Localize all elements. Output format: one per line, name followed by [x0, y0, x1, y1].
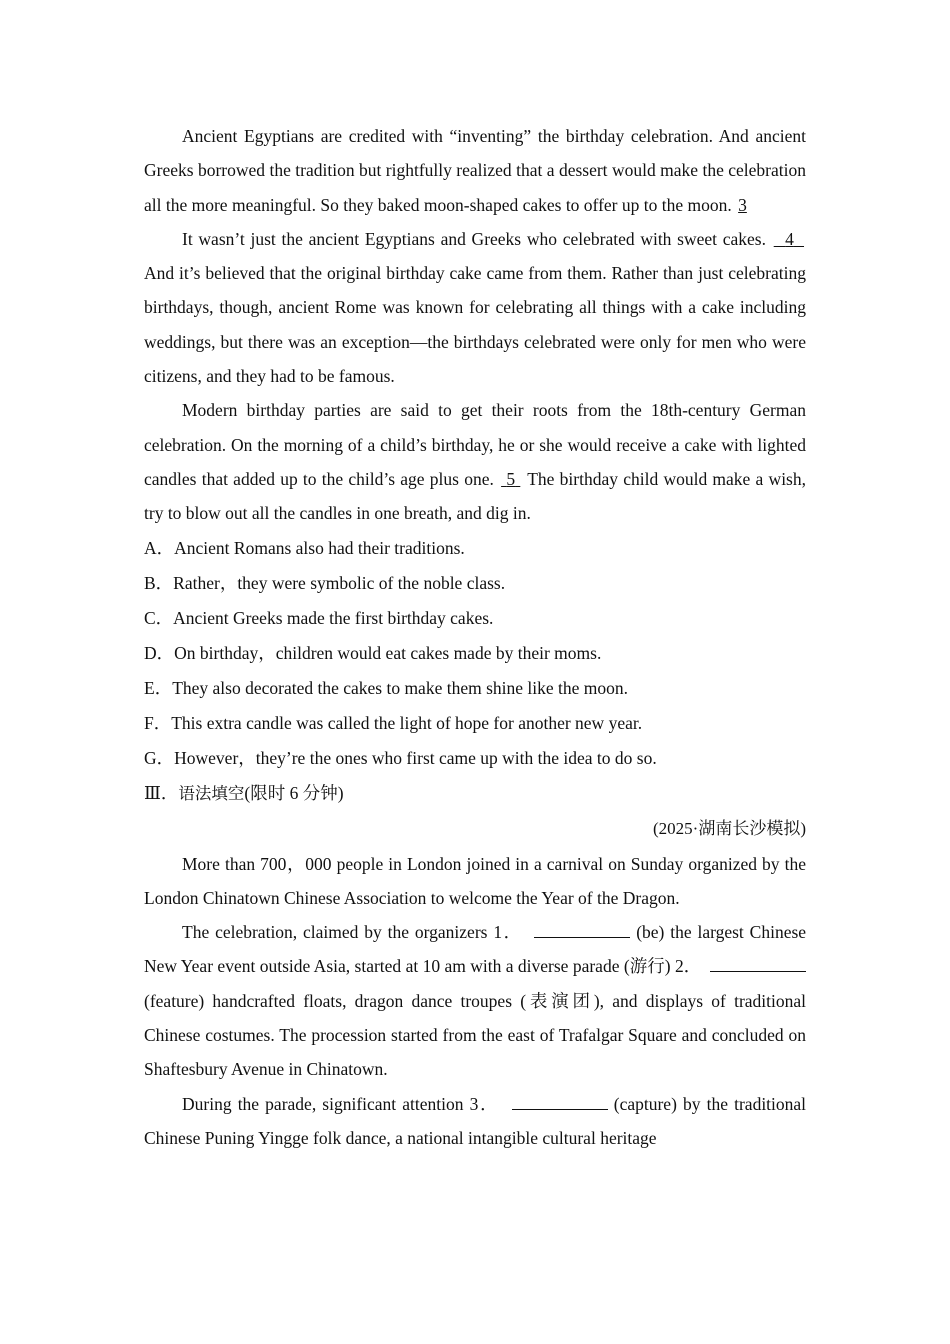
paragraph-text: It wasn’t just the ancient Egyptians and Greeks who celebrated with sweet cakes.: [182, 228, 766, 249]
question-number-3: 3．: [469, 1093, 500, 1114]
question-number-1: 1．: [493, 922, 523, 943]
paragraph-text: The birthday child would make a wish, try to blow out all the candles in one breath, and dig in.: [144, 468, 806, 524]
blank-5[interactable]: 5: [506, 468, 516, 489]
answer-options: [144, 531, 806, 776]
section-title: 语法填空: [178, 783, 245, 803]
reading-paragraph-3: [144, 393, 806, 530]
grammar-paragraph-1: More than 700，000 people in London joined in a carnival on Sunday organized by the London Chinatown Chinese Association to welcome the Year of the Dragon.: [144, 853, 806, 908]
document-body: [144, 119, 806, 1155]
option-a: A．Ancient Romans also had their traditions.: [144, 537, 465, 558]
fill-blank-3[interactable]: [512, 1091, 608, 1110]
blank-3[interactable]: 3: [738, 194, 747, 215]
section-heading: [144, 776, 806, 811]
paragraph-text: Ancient Egyptians are credited with “inventing” the birthday celebration. And ancient Greeks borrowed the tradition but rightfully realized that a dessert would make the celebration all the more meaningful. So they baked moon-shaped cakes to offer up to the moon.: [144, 126, 806, 215]
grammar-paragraph-2: The celebration, claimed by the organizers 1． (be) the largest Chinese New Year event outside Asia, started at 10 am with a diverse parade (游行) 2． (feature) handcrafted floats, dragon dance troupes (表演团), and displays of traditional Chinese costumes. The procession started from the east of Trafalgar Square and concluded on Shaftesbury Avenue in Chinatown.: [144, 915, 806, 1086]
grammar-paragraph-3: During the parade, significant attention 3． (capture) by the traditional Chinese Puning Yingge folk dance, a national intangible cultural heritage: [144, 1087, 806, 1156]
option-f: F．This extra candle was called the light of hope for another new year.: [144, 712, 643, 733]
option-e: E．They also decorated the cakes to make them shine like the moon.: [144, 677, 629, 698]
question-number-2: 2．: [674, 956, 702, 977]
option-d: D．On birthday，children would eat cakes made by their moms.: [144, 642, 602, 663]
reading-paragraph-2: [144, 222, 806, 393]
option-b: B．Rather，they were symbolic of the noble class.: [144, 572, 506, 593]
fill-blank-1[interactable]: [534, 919, 630, 938]
section-time-limit: (限时 6 分钟): [244, 782, 344, 803]
reading-paragraph-1: [144, 119, 806, 222]
blank-4[interactable]: 4: [785, 228, 794, 249]
fill-blank-2[interactable]: [710, 953, 806, 972]
paragraph-text: And it’s believed that the original birthday cake came from them. Rather than just celebrating birthdays, though, ancient Rome was known for celebrating all things with a cake including weddings, but there was an exception—the birthdays celebrated were only for men who were citizens, and they had to be famous.: [144, 263, 806, 387]
option-c: C．Ancient Greeks made the first birthday cakes.: [144, 607, 494, 628]
source-citation: (2025·湖南长沙模拟): [653, 818, 806, 838]
option-g: G．However，they’re the ones who first came up with the idea to do so.: [144, 747, 657, 768]
section-number: Ⅲ．: [144, 782, 179, 803]
paragraph-text: Modern birthday parties are said to get their roots from the 18th-century German celebration. On the morning of a child’s birthday, he or she would receive a cake with lighted candles that added up to the child’s age plus one.: [144, 400, 806, 489]
